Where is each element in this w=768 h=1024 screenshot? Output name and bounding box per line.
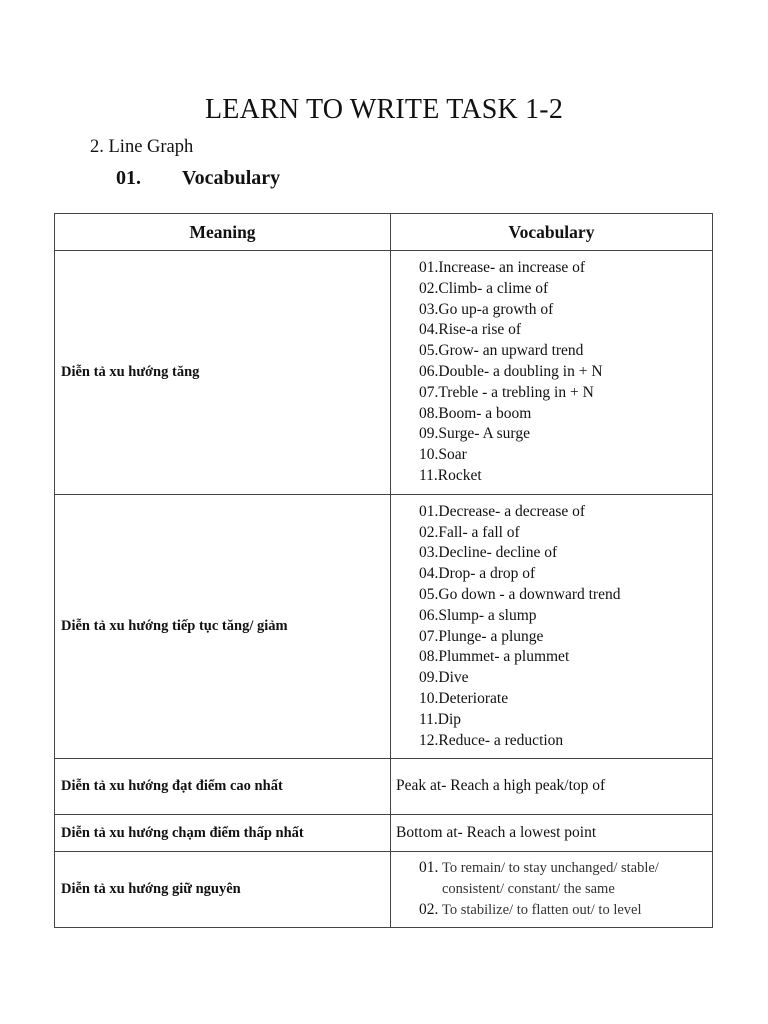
vocabulary-item: 11.Rocket bbox=[419, 466, 482, 484]
vocabulary-item: 07.Plunge- a plunge bbox=[419, 627, 544, 645]
meaning-cell: Diễn tả xu hướng tiếp tục tăng/ giảm bbox=[55, 494, 391, 759]
meaning-cell: Diễn tả xu hướng chạm điểm thấp nhất bbox=[55, 815, 391, 852]
page-title: LEARN TO WRITE TASK 1-2 bbox=[204, 94, 564, 125]
vocabulary-list bbox=[391, 251, 712, 494]
vocabulary-item: 10.Soar bbox=[419, 446, 467, 464]
vocabulary-item: 05.Grow- an upward trend bbox=[419, 342, 584, 360]
vocabulary-item: 10.Deteriorate bbox=[419, 689, 509, 707]
table-row-upward-trend bbox=[55, 251, 713, 495]
vocabulary-item: 05.Go down - a downward trend bbox=[419, 585, 621, 603]
meaning-cell: Diễn tả xu hướng tăng bbox=[55, 251, 391, 495]
vocabulary-text: Bottom at- Reach a lowest point bbox=[396, 823, 597, 841]
vocabulary-item: 09.Dive bbox=[419, 669, 469, 687]
vocabulary-item: 11.Dip bbox=[419, 710, 462, 728]
table-header-row bbox=[55, 214, 713, 251]
vocabulary-cell bbox=[391, 852, 713, 927]
vocabulary-text: Peak at- Reach a high peak/top of bbox=[396, 777, 606, 795]
item-text: To stabilize/ to flatten out/ to level bbox=[442, 901, 642, 918]
vocabulary-item: 08.Plummet- a plummet bbox=[419, 648, 570, 666]
vocabulary-item: 03.Go up-a growth of bbox=[419, 300, 554, 318]
vocabulary-list bbox=[391, 495, 712, 759]
vocabulary-item: 09.Surge- A surge bbox=[419, 425, 530, 443]
vocabulary-item: 02.Fall- a fall of bbox=[419, 523, 520, 541]
vocabulary-cell bbox=[391, 494, 713, 759]
item-text: To remain/ to stay unchanged/ stable/ consistent/ constant/ the same bbox=[442, 860, 659, 898]
vocabulary-table bbox=[54, 213, 713, 928]
vocabulary-item: 07.Treble - a trebling in + N bbox=[419, 383, 594, 401]
vocabulary-item: 12.Reduce- a reduction bbox=[419, 731, 564, 749]
numbered-item bbox=[419, 900, 712, 921]
vocabulary-item: 08.Boom- a boom bbox=[419, 404, 532, 422]
vocabulary-item: 03.Decline- decline of bbox=[419, 544, 558, 562]
vocabulary-item: 02.Climb- a clime of bbox=[419, 279, 549, 297]
vocabulary-item: 06.Double- a doubling in + N bbox=[419, 362, 603, 380]
section-heading: 2. Line Graph bbox=[90, 137, 194, 157]
vocabulary-cell bbox=[391, 815, 713, 852]
item-number: 01. bbox=[419, 859, 439, 877]
subsection-heading bbox=[116, 164, 280, 192]
table-row-continued-trend bbox=[55, 494, 713, 759]
subsection-title: Vocabulary bbox=[182, 167, 281, 189]
item-number: 02. bbox=[419, 900, 439, 918]
meaning-cell: Diễn tả xu hướng đạt điểm cao nhất bbox=[55, 759, 391, 815]
vocabulary-item: 01.Increase- an increase of bbox=[419, 259, 586, 276]
numbered-list bbox=[391, 852, 712, 926]
header-meaning: Meaning bbox=[55, 214, 391, 251]
vocabulary-item: 06.Slump- a slump bbox=[419, 606, 537, 624]
table-row-unchanged bbox=[55, 852, 713, 927]
header-vocabulary: Vocabulary bbox=[391, 214, 713, 251]
vocabulary-item: 04.Rise-a rise of bbox=[419, 321, 522, 339]
vocabulary-cell bbox=[391, 251, 713, 495]
vocabulary-item: 04.Drop- a drop of bbox=[419, 565, 536, 583]
table-row-peak bbox=[55, 759, 713, 815]
subsection-number: 01. bbox=[116, 167, 141, 189]
vocabulary-cell bbox=[391, 759, 713, 815]
meaning-cell: Diễn tả xu hướng giữ nguyên bbox=[55, 852, 391, 927]
vocabulary-item: 01.Decrease- a decrease of bbox=[419, 502, 586, 520]
numbered-item bbox=[419, 858, 712, 900]
table-row-bottom bbox=[55, 815, 713, 852]
